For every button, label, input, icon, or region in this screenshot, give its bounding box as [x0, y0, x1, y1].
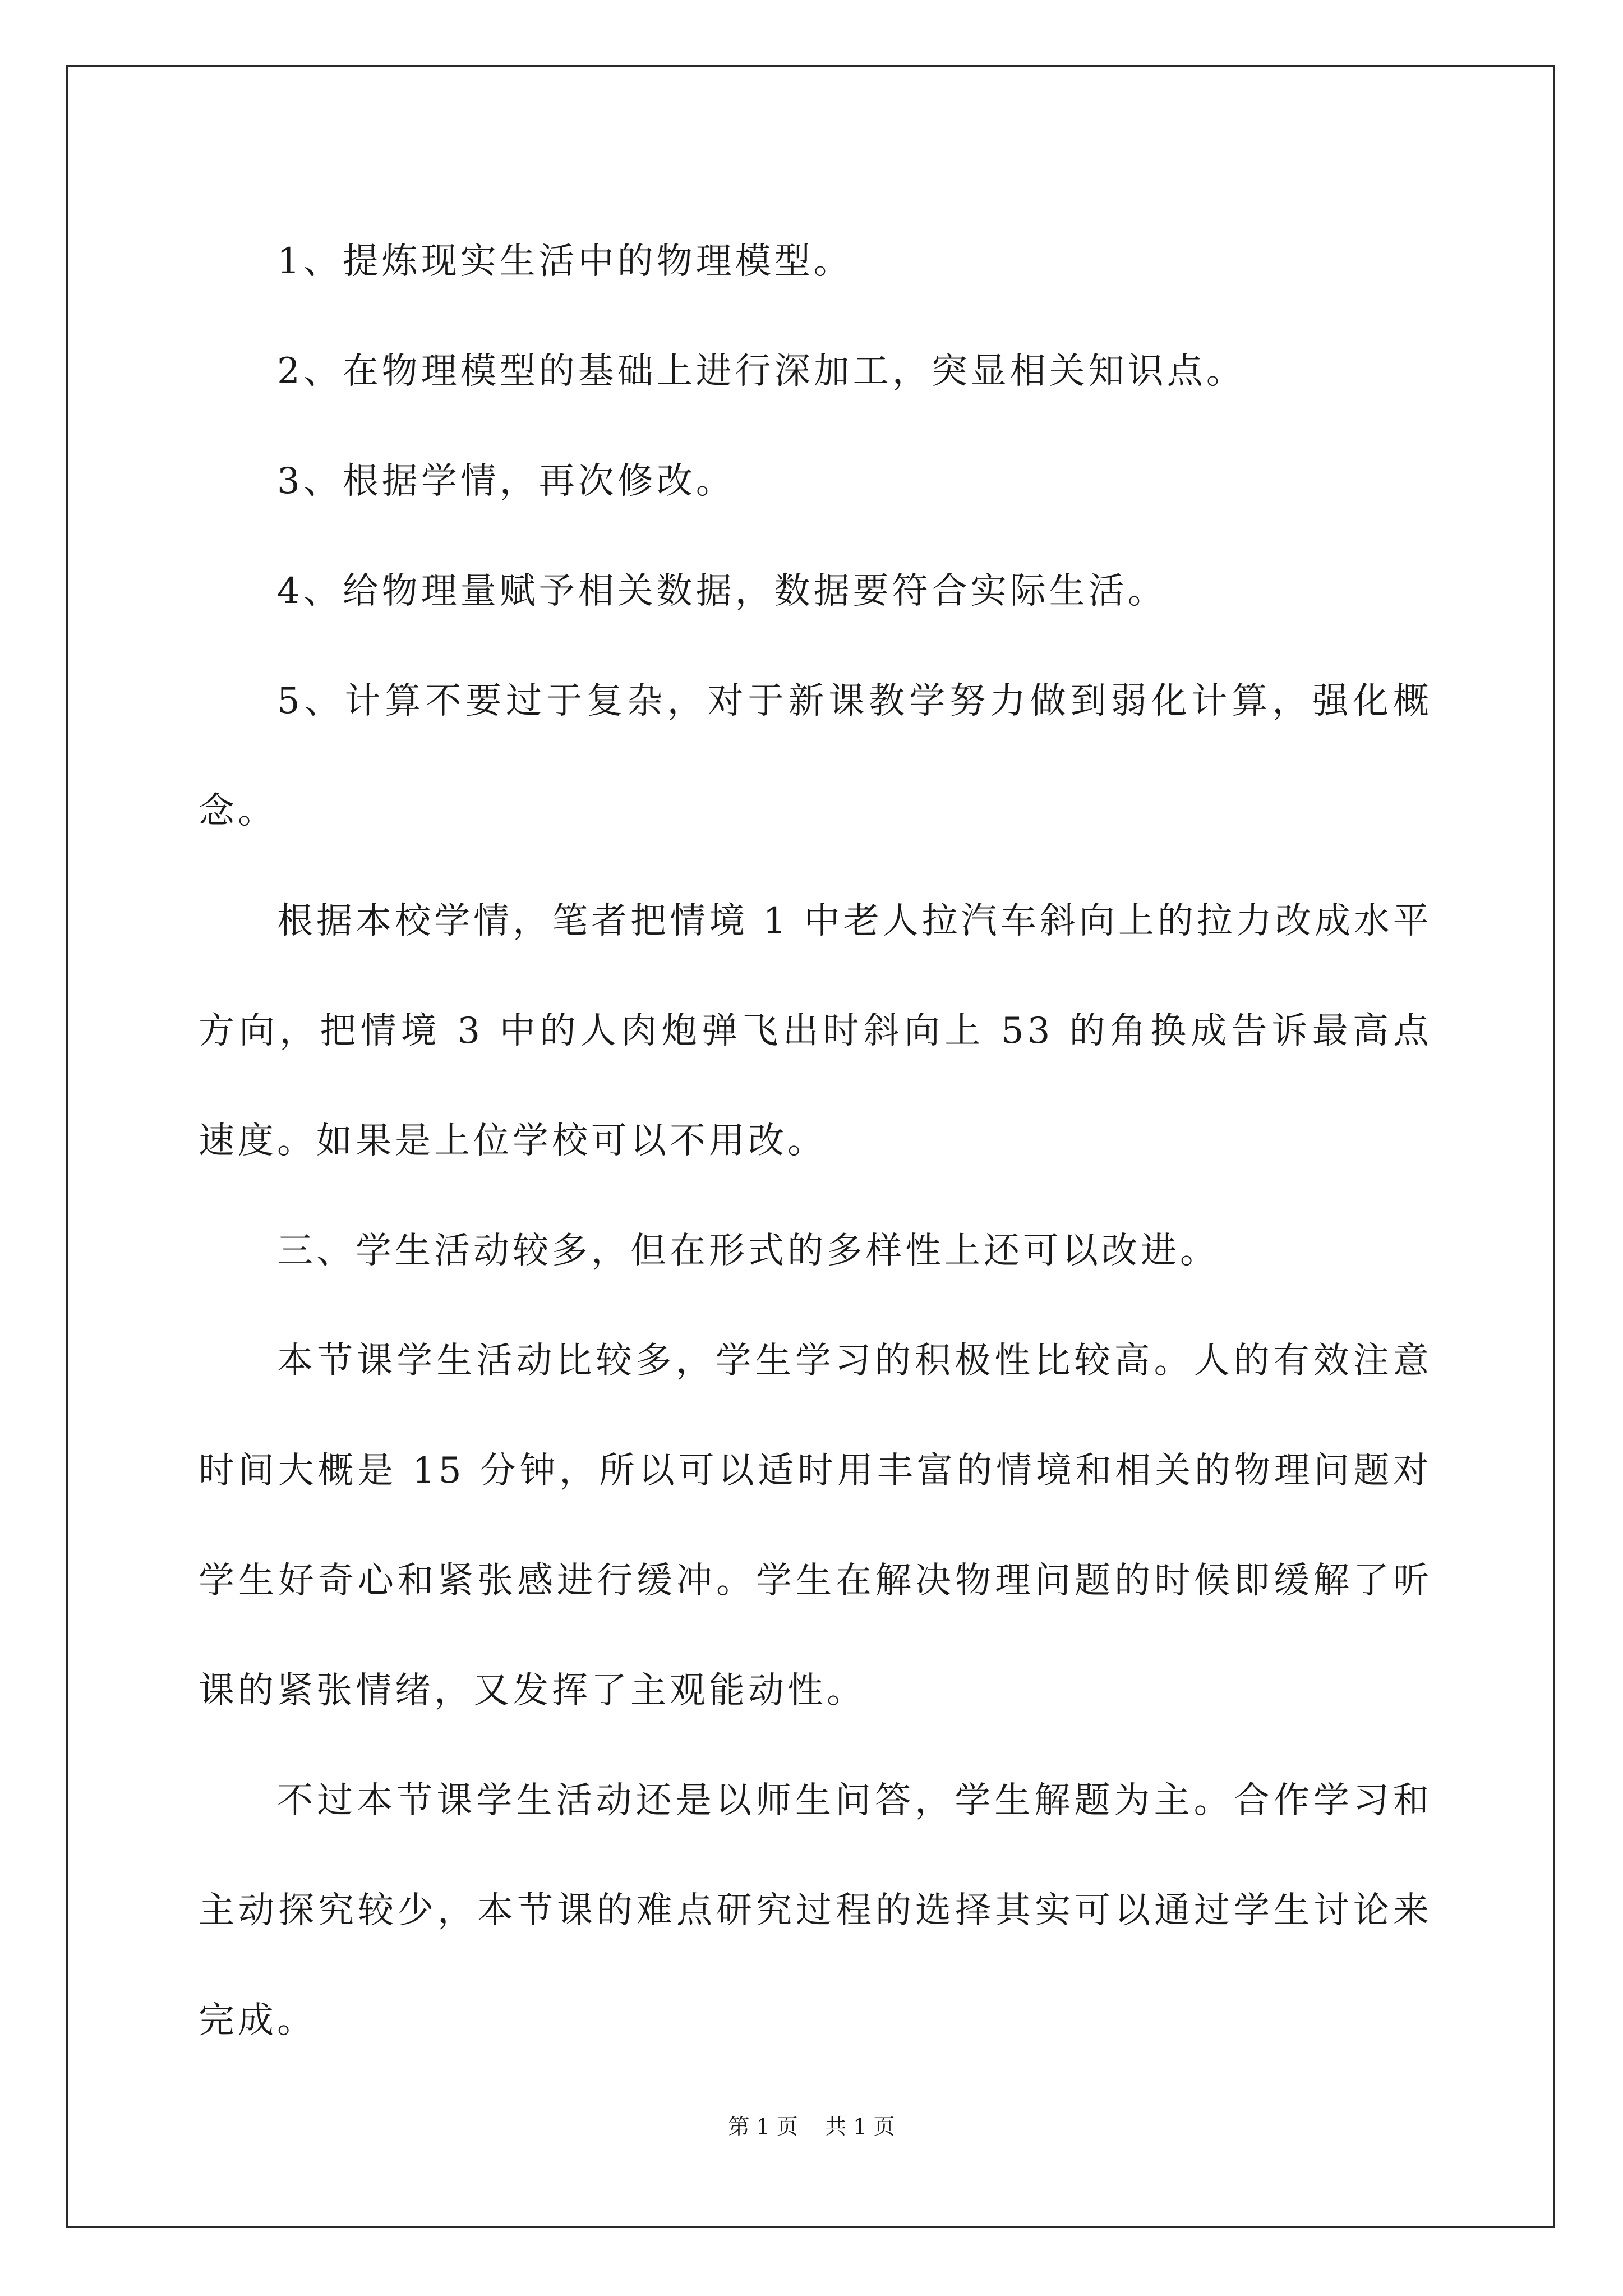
paragraph-school-adjustment: 根据本校学情，笔者把情境 1 中老人拉汽车斜向上的拉力改成水平方向，把情境 3 中的人肉炮弹飞出时斜向上 53 的角换成告诉最高点速度。如果是上位学校可以不用改。 [199, 900, 1432, 1162]
paragraph-step-1: 1、提炼现实生活中的物理模型。 [277, 241, 853, 282]
page-footer: 第 1 页 共 1 页 [728, 2114, 895, 2139]
paragraph-improvement: 不过本节课学生活动还是以师生问答，学生解题为主。合作学习和主动探究较少，本节课的难点研究过程的选择其实可以通过学生讨论来完成。 [199, 1780, 1432, 2041]
document-body [199, 206, 1432, 2076]
paragraph-section-three-heading: 三、学生活动较多，但在形式的多样性上还可以改进。 [277, 1230, 1219, 1272]
paragraph-step-2: 2、在物理模型的基础上进行深加工，突显相关知识点。 [277, 351, 1246, 392]
paragraph-step-4: 4、给物理量赋予相关数据，数据要符合实际生活。 [277, 570, 1167, 612]
paragraph-step-5: 5、计算不要过于复杂，对于新课教学努力做到弱化计算，强化概念。 [199, 680, 1432, 832]
paragraph-student-activity: 本节课学生活动比较多，学生学习的积极性比较高。人的有效注意时间大概是 15 分钟，所以可以适时用丰富的情境和相关的物理问题对学生好奇心和紧张感进行缓冲。学生在解决物理问题的时候即缓解了听课的紧张情绪，又发挥了主观能动性。 [199, 1340, 1432, 1711]
paragraph-step-3: 3、根据学情，再次修改。 [277, 461, 735, 502]
